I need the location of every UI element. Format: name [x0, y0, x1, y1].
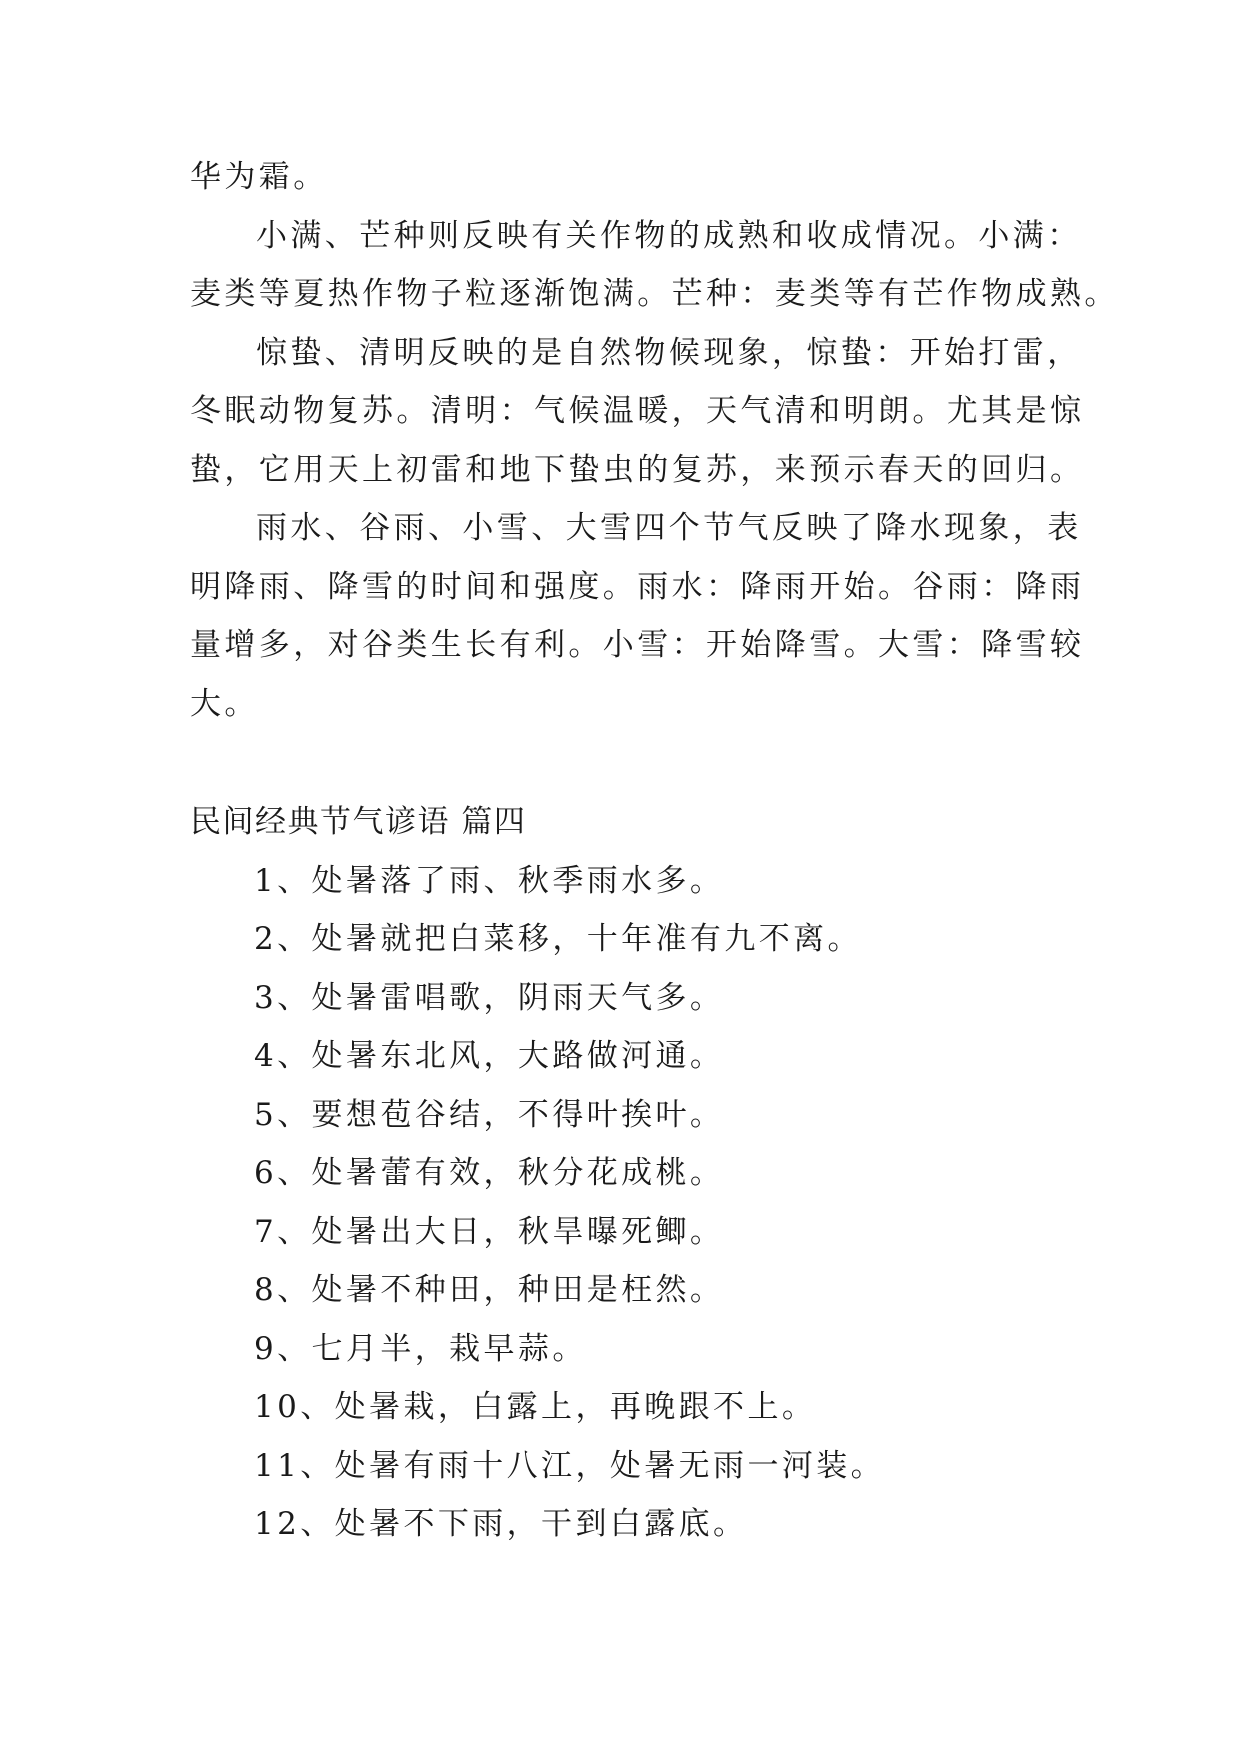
section-spacer [190, 733, 1070, 793]
text-line: 雨水、谷雨、小雪、大雪四个节气反映了降水现象，表 [256, 510, 1082, 546]
text-line: 华为霜。 [190, 159, 328, 195]
text-line: 量增多，对谷类生长有利。小雪：开始降雪。大雪：降雪较 [190, 627, 1085, 663]
list-item: 3、处暑雷唱歌，阴雨天气多。 [254, 979, 725, 1016]
list-item: 12、处暑不下雨，干到白露底。 [254, 1506, 748, 1542]
list-item: 2、处暑就把白菜移，十年准有九不离。 [254, 921, 862, 957]
paragraph-3 [190, 324, 1085, 500]
list-item: 11、处暑有雨十八江，处暑无雨一河装。 [254, 1447, 886, 1484]
text-line: 小满、芒种则反映有关作物的成熟和收成情况。小满： [256, 217, 1082, 254]
list-item: 1、处暑落了雨、秋季雨水多。 [254, 862, 725, 899]
list-item: 10、处暑栽，白露上，再晚跟不上。 [254, 1389, 817, 1425]
paragraph-4 [190, 499, 1085, 733]
proverb-list [190, 852, 1070, 1554]
paragraph-2 [190, 207, 1119, 324]
text-line: 冬眠动物复苏。清明：气候温暖，天气清和明朗。尤其是惊 [190, 393, 1085, 429]
document-body [190, 148, 1119, 1554]
text-line: 惊蛰、清明反映的是自然物候现象，惊蛰：开始打雷， [256, 334, 1082, 371]
text-line: 蛰，它用天上初雷和地下蛰虫的复苏，来预示春天的回归。 [190, 451, 1085, 488]
list-item: 4、处暑东北风，大路做河通。 [254, 1038, 725, 1074]
text-line: 麦类等夏热作物子粒逐渐饱满。芒种：麦类等有芒作物成熟。 [190, 276, 1119, 312]
list-item: 6、处暑蕾有效，秋分花成桃。 [254, 1155, 725, 1191]
list-item: 8、处暑不种田，种田是枉然。 [254, 1272, 725, 1308]
list-item: 5、要想苞谷结，不得叶挨叶。 [254, 1096, 725, 1133]
section-heading: 民间经典节气谚语 篇四 [190, 804, 527, 840]
text-line: 明降雨、降雪的时间和强度。雨水：降雨开始。谷雨：降雨 [190, 568, 1085, 605]
text-line: 大。 [190, 685, 259, 722]
list-item: 9、七月半，栽早蒜。 [254, 1330, 587, 1367]
list-item: 7、处暑出大日，秋旱曝死鲫。 [254, 1213, 725, 1250]
paragraph-1 [190, 148, 1070, 207]
